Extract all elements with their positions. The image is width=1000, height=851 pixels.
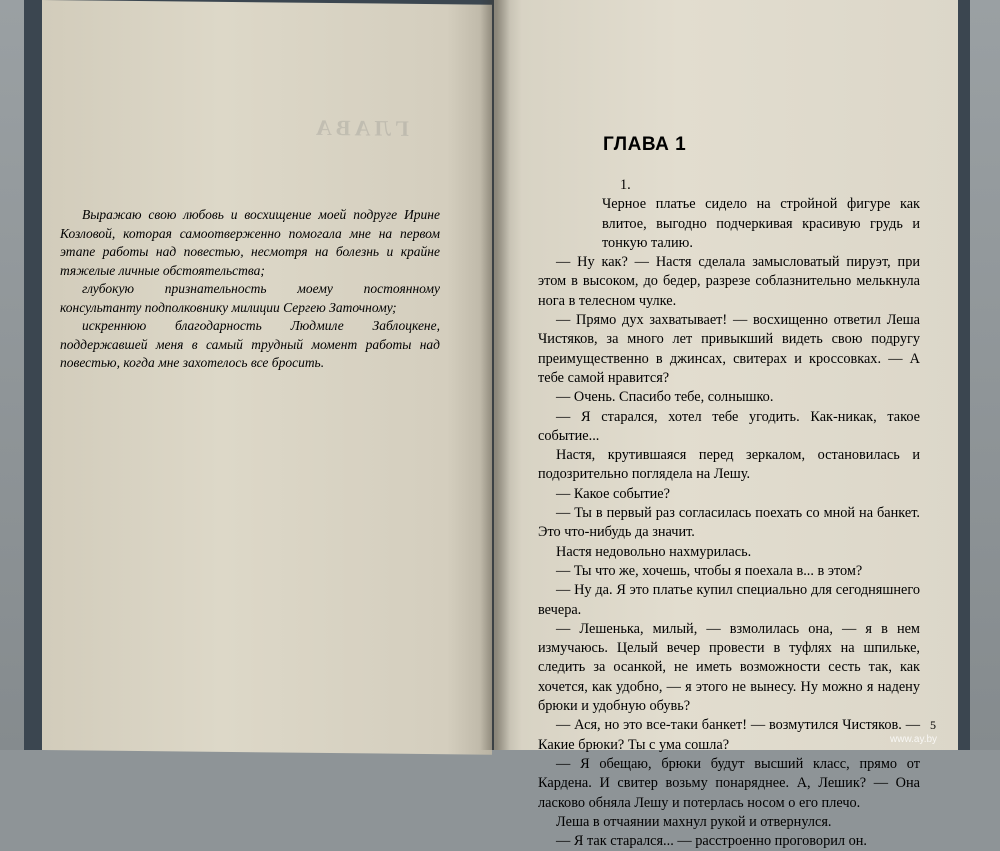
left-page [42, 0, 492, 755]
show-through-heading: ΓЛAВA [312, 114, 409, 141]
paragraph: — Я обещаю, брюки будут высший класс, прямо от Кардена. И свитер возьму понаряднее. А, Лешик? — Она ласково обняла Лешу и потерлась носом о его плечо. [538, 755, 920, 811]
paragraph: — Прямо дух захватывает! — восхищенно ответил Леша Чистяков, за много лет привыкший видеть свою подругу преимущественно в джинсах, свитерах и кроссовках. — А тебе самой нравится? [538, 312, 920, 386]
paragraph: Настя, крутившаяся перед зеркалом, остановилась и подозрительно поглядела на Лешу. [538, 447, 920, 483]
site-watermark: www.ay.by [890, 734, 938, 745]
paragraph: Леша в отчаянии махнул рукой и отвернулся. [556, 813, 832, 830]
paragraph: — Я старался, хотел тебе угодить. Как-никак, такое событие... [538, 408, 920, 444]
section-number: 1. [620, 177, 631, 193]
dedication [60, 206, 440, 373]
paragraph: — Ну как? — Настя сделала замысловатый пируэт, при этом в высоком, до бедер, разрезе соблазнительно мелькнула нога в телесном чулке. [538, 254, 920, 309]
page-number: 5 [930, 718, 936, 732]
paragraph: — Ну да. Я это платье купил специально для сегодняшнего вечера. [538, 582, 920, 618]
paragraph: — Ты в первый раз согласилась поехать со мной на банкет. Это что-нибудь да значит. [538, 505, 920, 541]
paragraph: — Какое событие? [556, 485, 670, 502]
chapter-title: ГЛАВА 1 [603, 134, 687, 155]
paragraph: Настя недовольно нахмурилась. [556, 543, 752, 560]
intro-paragraph: Черное платье сидело на стройной фигуре как влитое, выгодно подчеркивая красивую грудь и тонкую талию. [602, 196, 920, 251]
paragraph: — Ты что же, хочешь, чтобы я поехала в... в этом? [556, 562, 863, 579]
dedication-paragraph: искреннюю благодарность Людмиле Заблоцкене, поддержавшей меня в самый трудный момент работы над повестью, когда мне захотелось все бросить. [60, 318, 440, 370]
paragraph: — Я так старался... — расстроенно проговорил он. [556, 833, 867, 850]
dedication-paragraph: Выражаю свою любовь и восхищение моей подруге Ирине Козловой, которая самоотверженно помогала мне на первом этапе работы над повестью, несмотря на болезнь и крайне тяжелые личные обстоятельства; [60, 207, 440, 278]
paragraph: — Лешенька, милый, — взмолилась она, — я в нем измучаюсь. Целый вечер провести в туфлях на шпильке, следить за осанкой, не иметь возможности сесть так, как хочется, как удобно, — я этого не вынесу. Ну можно я надену брюки и удобную обувь? [538, 620, 920, 715]
paragraph: — Ася, но это все-таки банкет! — возмутился Чистяков. — Какие брюки? Ты с ума сошла? [538, 717, 920, 753]
book-gutter [480, 0, 510, 750]
paragraph: — Очень. Спасибо тебе, солнышко. [556, 389, 774, 406]
dedication-paragraph: глубокую признательность моему постоянному консультанту подполковнику милиции Сергею Заточному; [60, 281, 440, 315]
